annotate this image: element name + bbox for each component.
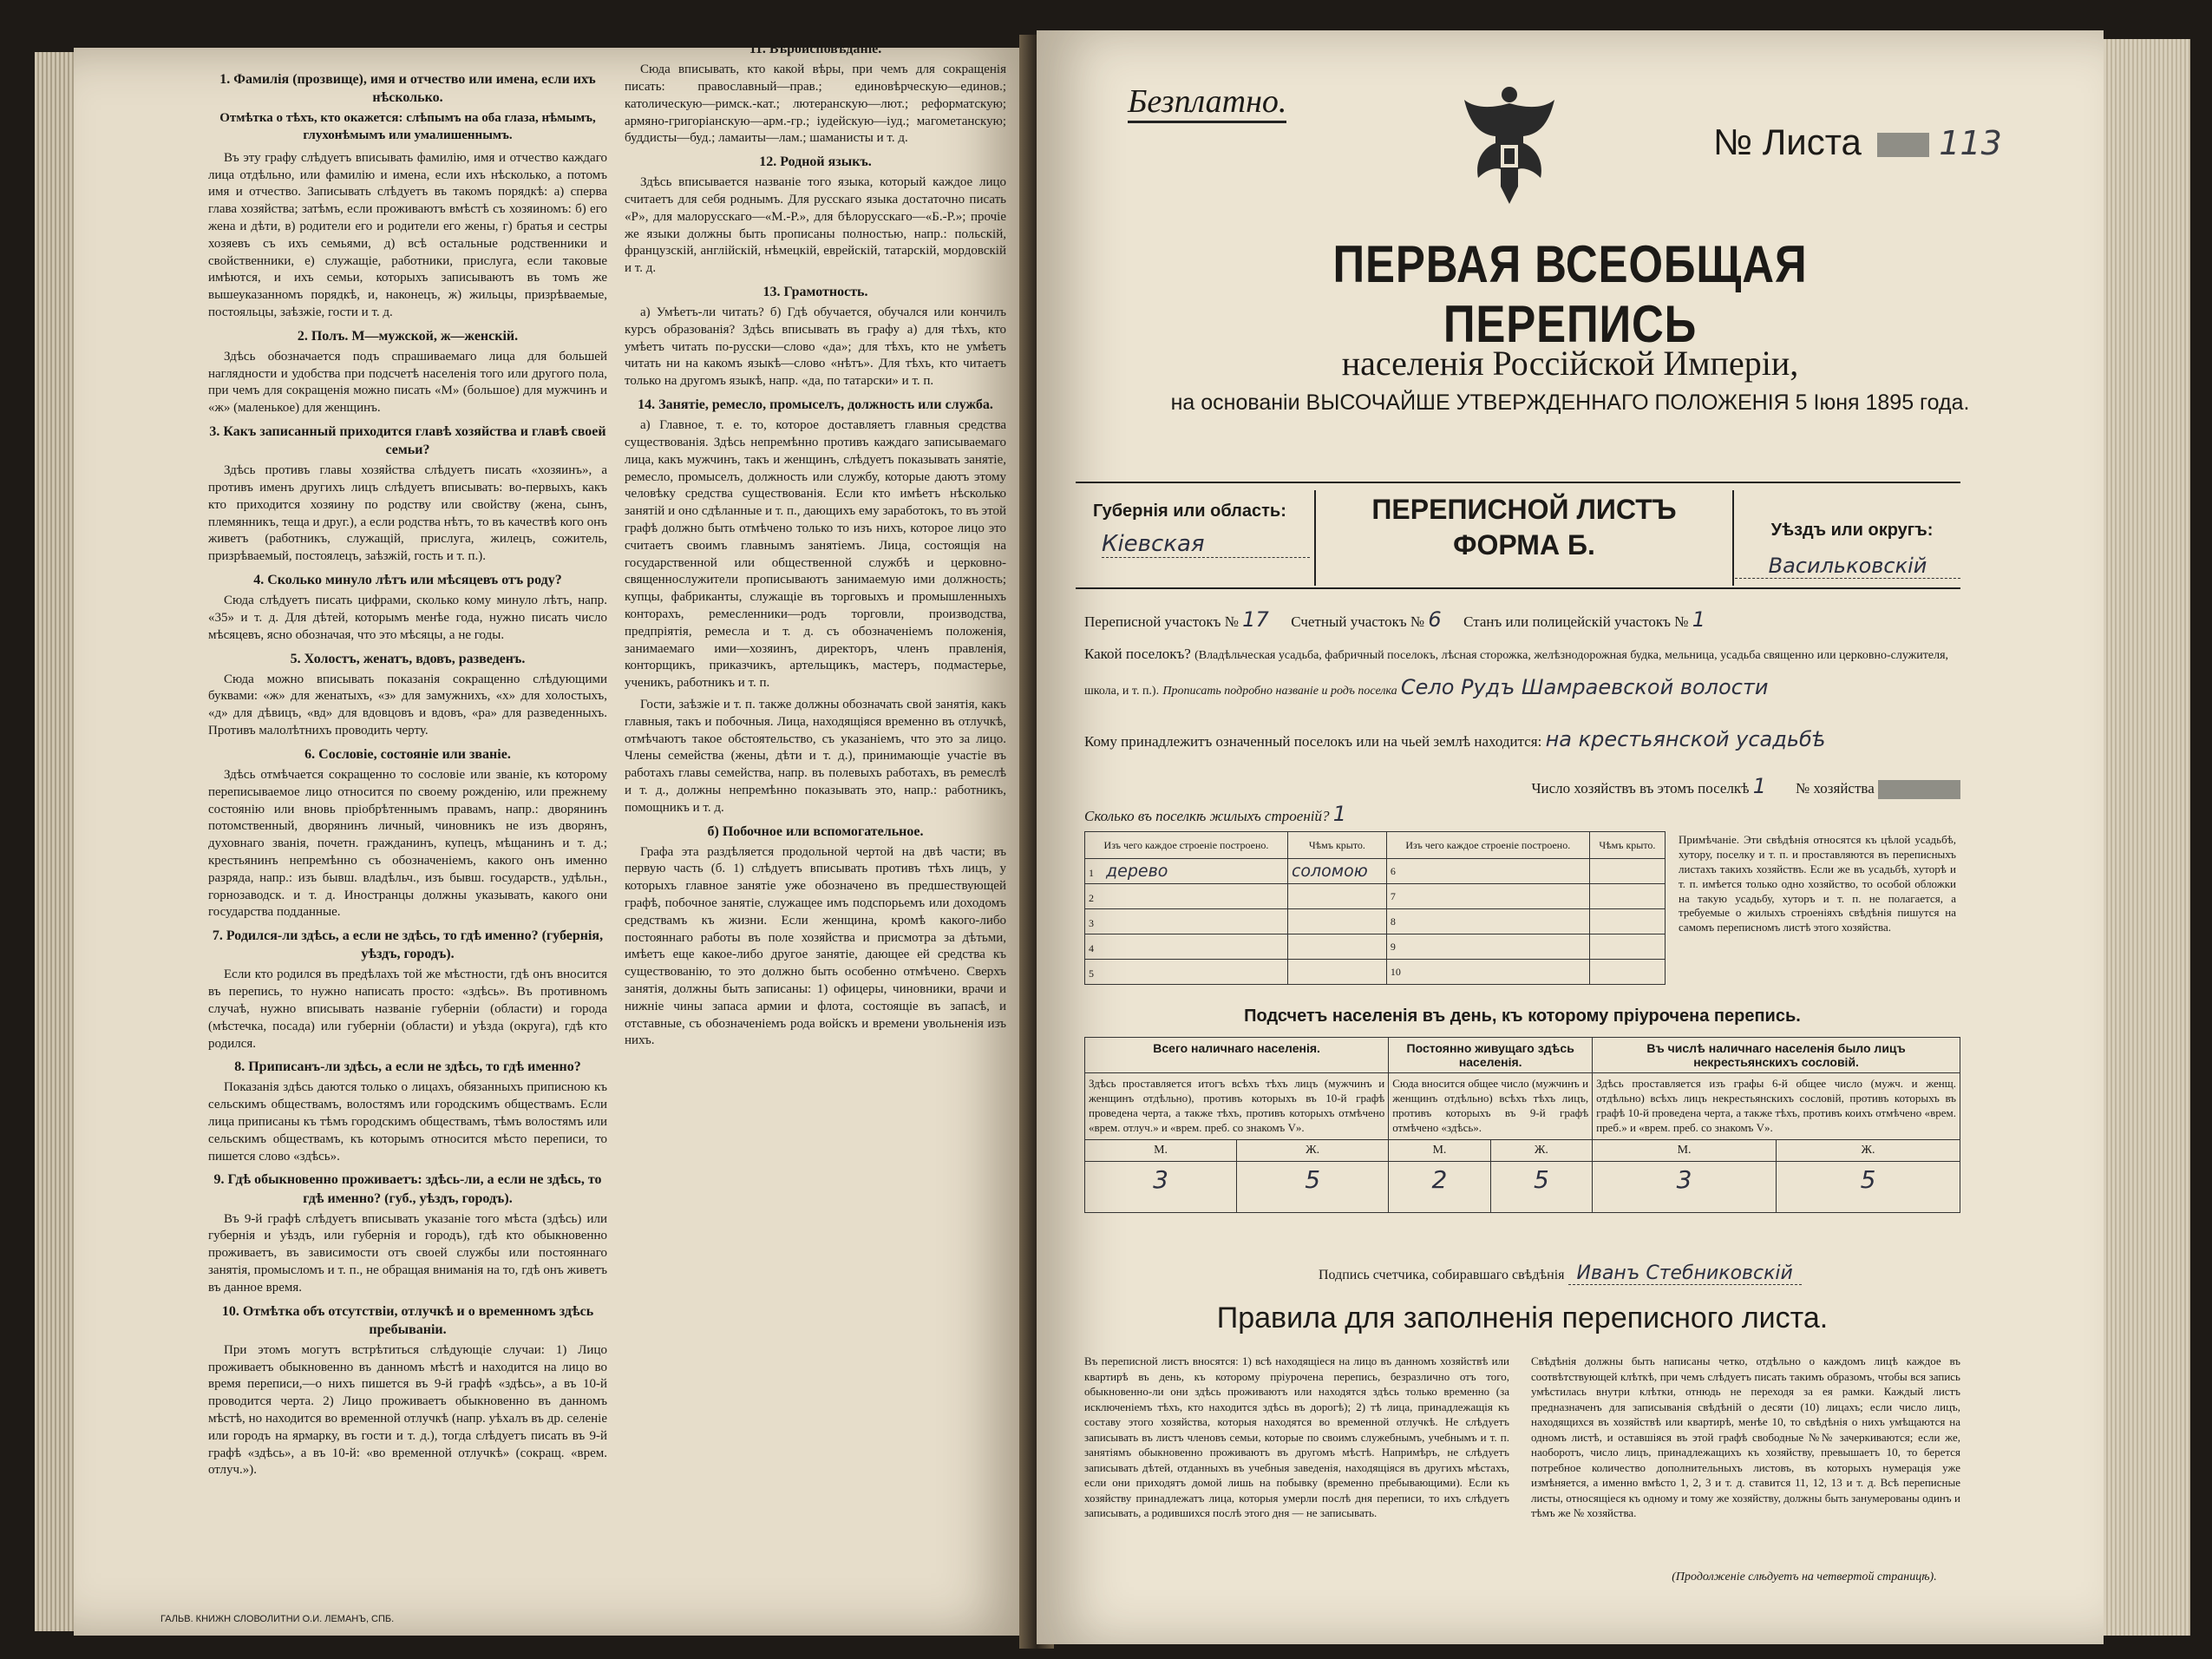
uezd-label: Уѣздъ или округъ:	[1770, 521, 1934, 540]
sheet-title: ПЕРЕПИСНОЙ ЛИСТЪ	[1371, 494, 1677, 525]
tally-values-row	[1085, 1161, 1960, 1212]
section-text: Если кто родился въ предѣлахъ той же мѣстности, гдѣ онъ вносится въ перепись, то нужно написать просто: «здѣсь». Въ противномъ случаѣ, нужно вписывать названіе губерніи (области) и города (мѣстечка, посада) или губерніи (области) и уѣзда (округа), гдѣ кто родился.	[208, 967, 607, 1051]
row-number: 6	[1386, 859, 1589, 884]
roof-value	[1287, 884, 1386, 909]
buildings-table	[1084, 831, 1666, 985]
section-text: Здѣсь обозначается подъ спрашиваемаго лица для большей наглядности и удобства при подсчетѣ населенія того или другого пола, при чемъ для сокращенія можно писать «М» (большое) для мужчинъ и «ж» (маленькое) для женщинъ.	[208, 349, 607, 416]
section-heading: 5. Холостъ, женатъ, вдовъ, разведенъ.	[290, 651, 526, 666]
present-female-count: 5	[1237, 1161, 1389, 1212]
roof-value	[1287, 960, 1386, 985]
roof-header-2: Чѣмъ крыто.	[1589, 832, 1665, 859]
instructions-column-2	[625, 35, 1006, 1597]
sheet-number	[1713, 121, 2002, 163]
census-district-label: Переписной участокъ №	[1084, 613, 1239, 630]
section-heading: 8. Приписанъ-ли здѣсь, а если не здѣсь, то гдѣ именно?	[234, 1059, 581, 1075]
material-cell	[1085, 960, 1288, 985]
material-header: Изъ чего каждое строеніе построено.	[1085, 832, 1288, 859]
roof-value	[1589, 884, 1665, 909]
census-title: ПЕРВАЯ ВСЕОБЩАЯ ПЕРЕПИСЬ	[1332, 235, 1808, 353]
stan-value: 1	[1692, 607, 1705, 632]
material-cell	[1085, 934, 1288, 960]
signature-label: Подпись счетчика, собиравшаго свѣдѣнія	[1319, 1268, 1565, 1282]
present-text: Здѣсь проставляется итогъ всѣхъ тѣхъ лицъ (мужчинъ и женщинъ отдѣльно), противъ которыхъ въ 10-й графѣ проведена черта, а также тѣхъ, противъ которыхъ отмѣчено «врем. отлуч.» и «врем. преб. со знакомъ V».	[1085, 1073, 1389, 1140]
nonlocal-text: Здѣсь проставляется изъ графы 6-й общее число (мужч. и женщ. отдѣльно) всѣхъ лицъ некрестьянскихъ сословій, противъ которыхъ въ графѣ 10-й проведена черта, а также тѣхъ, противъ коихъ отмѣчено «врем. преб.» и «врем. преб. со знакомъ V».	[1593, 1073, 1960, 1140]
buildings-row	[1085, 884, 1666, 909]
households-value: 1	[1752, 774, 1766, 798]
stamp-mark	[1877, 133, 1929, 157]
permanent-text: Сюда вносится общее число (мужчинъ и женщинъ отдѣльно) всѣхъ тѣхъ лицъ, противъ которыхъ въ 9-й графѣ отмѣчено «здѣсь».	[1389, 1073, 1593, 1140]
enumerator-signature	[1319, 1262, 1802, 1284]
buildings-row	[1085, 960, 1666, 985]
material-cell	[1085, 859, 1288, 884]
row-number: 1	[1089, 867, 1094, 879]
settlement-label: Какой поселокъ?	[1084, 646, 1191, 662]
household-number-label: № хозяйства	[1795, 780, 1875, 797]
section-text: Сюда вписывать, кто какой вѣры, при чемъ для сокращенія писать: православный—прав.; единовѣрческую—единов.; католическую—римск.-кат.; лютеранскую—лют.; реформатскую; армяно-григоріанскую—арм.-гр.; іудейскую—іуд.; магометанскую; буддисты—буд.; ламаиты—лам.; шаманисты и т. д.	[625, 62, 1006, 146]
present-male-count: 3	[1085, 1161, 1237, 1212]
section-text: а) Умѣетъ-ли читать? б) Гдѣ обучается, обучался или кончилъ курсъ образованія? Здѣсь вписывать въ графу а) для тѣхъ, кто умѣетъ читать по-русски—слово «да»; для тѣхъ, кто не умѣетъ читать ни на какомъ языкѣ—слово «нѣтъ». Для тѣхъ, кто читаетъ только на другомъ языкѣ, напр. «да, по татарски» и т. п.	[625, 305, 1006, 389]
roof-value: соломою	[1287, 859, 1386, 884]
sex-male: М.	[1389, 1139, 1490, 1161]
sex-female: Ж.	[1237, 1139, 1389, 1161]
nonlocal-male-count: 3	[1593, 1161, 1777, 1212]
section-heading: 9. Гдѣ обыкновенно проживаетъ: здѣсь-ли, а если не здѣсь, то гдѣ именно? (губ., уѣздъ, городъ).	[213, 1172, 602, 1206]
roof-value	[1287, 934, 1386, 960]
section-subheading: Отмѣтка о тѣхъ, кто окажется: слѣпымъ на оба глаза, нѣмымъ, глухонѣмымъ или умалишеннымъ.	[219, 111, 596, 143]
buildings-row	[1085, 909, 1666, 934]
settlement-name-label: Прописать подробно названіе и родъ поселка	[1162, 685, 1397, 698]
population-tally-table	[1084, 1037, 1960, 1213]
roof-value	[1589, 859, 1665, 884]
section-heading: 14. Занятіе, ремесло, промыселъ, должность или служба.	[638, 397, 993, 413]
nonlocal-female-count: 5	[1777, 1161, 1960, 1212]
material-cell	[1085, 884, 1288, 909]
section-heading: 1. Фамилія (прозвище), имя и отчество или имена, если ихъ нѣсколько.	[219, 72, 596, 106]
row-number: 2	[1089, 892, 1094, 904]
census-district-value: 17	[1242, 607, 1269, 632]
section-heading: 3. Какъ записанный приходится главѣ хозяйства и главѣ своей семьи?	[209, 424, 606, 458]
section-text: Здѣсь вписывается названіе того языка, который каждое лицо считаетъ для себя роднымъ. Для русскаго языка достаточно писать «Р», для малорусскаго—«М.-Р.», для бѣлорусскаго—«Б.-Р.»; прочіе же языки должны быть прописаны полностью, напр.: польскій, французскій, англійскій, нѣмецкій, еврейскій, татарскій, мордовскій и т. д.	[625, 175, 1006, 276]
owner-label: Кому принадлежитъ означенный поселокъ или на чьей землѣ находится:	[1084, 733, 1542, 750]
section-text: Здѣсь противъ главы хозяйства слѣдуетъ писать «хозяинъ», а противъ именъ другихъ лицъ слѣдуетъ вписывать: во-первыхъ, какъ кто приходится хозяину по родству или свойству (жена, сынъ, племянникъ, теща и друг.), а если родства нѣтъ, то въ качествѣ кого онъ живетъ (работникъ, служащій, прислуга, жилецъ, сожитель, призрѣваемый, постоялецъ, заѣзжій, гость и т. п.).	[208, 463, 607, 564]
district-line	[1084, 607, 1960, 632]
section-text: а) Главное, т. е. то, которое доставляетъ главныя средства существованія. Здѣсь непремѣнно противъ каждаго записываемаго лица, какъ мужчинъ, такъ и женщинъ, слѣдуетъ показывать занятіе, ремесло, промыселъ, должность или службу, которые даютъ этому человѣку средства существованія. Если кто имѣетъ нѣсколько занятій и оно сдѣланные и т. п., дающихъ ему заработокъ, то въ этой графѣ должно быть отмѣчено только то изъ нихъ, которое лицо это считаетъ своимъ главнымъ занятіемъ. Лица, состоящія на государственной или общественной службѣ и церковно-священнослужители прописываютъ занимаемую ими должность; купцы, фабриканты, служащіе въ торговыхъ и промышленныхъ конторахъ, ремесленники—родъ торговли, производства, предпріятія, ремесла и т. д. съ обозначеніемъ положенія, занимаемаго ими—хозяинъ, директоръ, членъ правленія, конторщикъ, приказчикъ, артельщикъ, мастеръ, подмастерье, ученикъ, работникъ и т. п.	[625, 418, 1006, 691]
buildings-line	[1084, 802, 1960, 826]
settlement-value: Село Рудъ Шамраевской волости	[1400, 675, 1769, 700]
permanent-female-count: 5	[1490, 1161, 1592, 1212]
row-number: 10	[1386, 960, 1589, 985]
row-number: 4	[1089, 942, 1094, 954]
owner-value: на крестьянской усадьбѣ	[1545, 727, 1826, 751]
gubernia-label: Губернія или область:	[1093, 502, 1286, 521]
sheet-number-handwritten: 113	[1939, 124, 2002, 162]
section-heading: б) Побочное или вспомогательное.	[707, 823, 924, 839]
buildings-value: 1	[1332, 802, 1347, 826]
section-heading: 11. Вѣроисповѣданіе.	[749, 42, 882, 56]
section-text: Гости, заѣзжіе и т. п. также должны обозначать свой занятія, какъ главныя, такъ и побочныя. Лица, находящіяся временно въ отлучкѣ, отмѣчаютъ такое обстоятельство, съ указаніемъ, что это за лицо. Члены семейства (жены, дѣти и т. д.), принимающіе участіе въ работахъ главы семейства, напр. въ полевыхъ работахъ, въ ремеслѣ и т. д., должны непремѣнно показывать это, напр.: работникъ, помощникъ и т. д.	[625, 697, 1006, 815]
households-line	[1084, 774, 1960, 799]
row-number: 5	[1089, 967, 1094, 980]
permanent-header: Постоянно живущаго здѣсь населенія.	[1389, 1038, 1593, 1073]
continued-note: (Продолженіе слѣдуетъ на четвертой страницѣ).	[1672, 1570, 1937, 1584]
rules-column-2: Свѣдѣнія должны быть написаны четко, отдѣльно о каждомъ лицѣ каждое въ соотвѣтствующей клѣткѣ, при чемъ слѣдуетъ писать такимъ образомъ, чтобы вся запись умѣстилась внутри клѣтки, отнюдь не переходя за ея рамки. Каждый листъ предназначенъ для записыванія свѣдѣній о десяти (10) лицахъ; если число лицъ, находящихся въ хозяйствѣ или квартирѣ, менѣе 10, то свѣдѣнія о нихъ умѣщаются на одномъ листѣ, и оставшіяся въ этой графѣ свободные №№ зачеркиваются; если же, наоборотъ, число лицъ, принадлежащихъ къ хозяйству, превышаетъ 10, то берется потребное количество дополнительныхъ листовъ, въ которыхъ нумерація уже измѣняется, а именно вмѣсто 1, 2, 3 и т. д. ставится 11, 12, 13 и т. д. Всѣ переписные листы, относящіеся къ одному и тому же хозяйству, должны быть занумерованы одинъ и тѣмъ же № хозяйства.	[1531, 1354, 1960, 1520]
section-heading: 7. Родился-ли здѣсь, а если не здѣсь, то гдѣ именно? (губернія, уѣздъ, городъ).	[212, 928, 604, 962]
sex-male: М.	[1085, 1139, 1237, 1161]
row-number: 8	[1386, 909, 1589, 934]
section-heading: 12. Родной языкъ.	[759, 154, 872, 170]
tally-title: Подсчетъ населенія въ день, къ которому пріурочена перепись.	[1244, 1007, 1801, 1026]
section-text: Сюда слѣдуетъ писать цифрами, сколько кому минуло лѣтъ, напр. «35» и т. д. Для дѣтей, которымъ менѣе года, нужно писать число мѣсяцевъ, ясно обозначая, что это мѣсяцы, а не годы.	[208, 593, 607, 642]
tally-text-row	[1085, 1073, 1960, 1140]
section-text: Графа эта раздѣляется продольной чертой на двѣ части; въ первую часть (б. 1) слѣдуетъ вписывать противъ тѣхъ лицъ, у которыхъ главное занятіе уже обозначено въ предшествующей графѣ, побочное занятіе, служащее имъ подспорьемъ или доходомъ средствамъ къ жизни. Если женщина, кромѣ какого-либо постояннаго работы въ поле хозяйства и присмотра за дѣтьми, имѣетъ еще какое-либо другое занятіе, дающее ей средства къ существованію, то это должно быть особенно отмѣчено. Сверхъ занятія, должны быть записаны: 1) офицеры, чиновники, врачи и нижніе чины запаса армии и флота, состоящіе въ запасѣ, и отставные, съ обозначеніемъ рода войскъ и времени увольненія изъ нихъ.	[625, 844, 1006, 1048]
form-title: ФОРМА Б.	[1453, 529, 1595, 561]
counting-district-value: 6	[1428, 607, 1442, 632]
row-number: 9	[1386, 934, 1589, 960]
buildings-note: Примѣчаніе. Эти свѣдѣнія относятся къ цѣлой усадьбѣ, хутору, поселку и т. п. и проставляются въ переписныхъ листахъ такихъ хозяйствъ. Если же въ усадьбѣ, хуторѣ и т. п. имѣется только одно хозяйство, то особой обложки на такую усадьбу, хуторъ и т. п. не полагается, а требуемые о жилыхъ строеніяхъ свѣдѣнія пишутся на самомъ переписномъ листѣ этого хозяйства.	[1679, 833, 1956, 934]
buildings-table-header	[1085, 832, 1666, 859]
material-cell	[1085, 909, 1288, 934]
section-text: Въ 9-й графѣ слѣдуетъ вписывать указаніе того мѣста (здѣсь) или губернія и уѣздъ, или губернія и городъ), гдѣ кто обыкновенно проживаетъ, въ зависимости отъ своей службы или постояннаго занятія, промысломъ и т. п., не обращая вниманія на то, гдѣ онъ живетъ въ данное время.	[208, 1211, 607, 1295]
row-number: 3	[1089, 917, 1094, 929]
signature-value: Иванъ Стебниковскій	[1568, 1262, 1802, 1285]
settlement-hint: (Владѣльческая усадьба, фабричный поселокъ, лѣсная сторожка, желѣзнодорожная будка, мельница, усадьба священно или церковно-служителя, школа, и т. п.).	[1084, 649, 1949, 698]
section-text: Въ эту графу слѣдуетъ вписывать фамилію, имя и отчество каждаго лица отдѣльно, или фамилію и имена, если ихъ нѣсколько, а потомъ имя и отчество. Записывать слѣдуетъ въ такомъ порядкѣ: а) сперва глава хозяйства; затѣмъ, если проживаютъ вмѣстѣ съ хозяиномъ: б) его жена и дѣти, в) родители его и родители его жены, г) братья и сестры хозяевъ съ ихъ семьями, д) всѣ остальные родственники и свойственники, е) служащіе, работники, прислуга, если таковые имѣются, и ихъ семьи, которыхъ записываютъ въ томъ же вышеуказанномъ порядкѣ, и, наконецъ, ж) жильцы, призрѣваемые, постояльцы, заѣзжіе, гости и т. д.	[208, 150, 607, 319]
counting-district-label: Счетный участокъ №	[1291, 613, 1425, 630]
tally-header-row	[1085, 1038, 1960, 1073]
double-headed-eagle-icon	[1457, 82, 1561, 213]
buildings-label: Сколько въ поселкѣ жилыхъ строеній?	[1084, 808, 1330, 824]
row-number: 7	[1386, 884, 1589, 909]
nonlocal-header: Въ числѣ наличнаго населенія было лицъ некрестьянскихъ сословій.	[1593, 1038, 1960, 1073]
instructions-column-1	[208, 65, 607, 1610]
section-heading: 13. Грамотность.	[762, 284, 868, 299]
rules-column-1: Въ переписной листъ вносятся: 1) всѣ находящіеся на лицо въ данномъ хозяйствѣ или квартирѣ въ день, къ которому пріурочена перепись, безразлично отъ того, обыкновенно-ли они здѣсь проживаютъ или находятся здѣсь только временно (за исключеніемъ тѣхъ, кто находится здѣсь въ дорогѣ); 2) тѣ лица, принадлежащія къ составу этого хозяйства, которыя находятся во временной отлучкѣ. Не слѣдуетъ записывать въ листъ членовъ семьи, которые по своимъ служебнымъ, учебнымъ и т. п. занятіямъ обыкновенно проживаютъ въ другомъ мѣстѣ. Напримѣръ, не слѣдуетъ записывать дѣтей, отданныхъ въ учебныя заведенія, находящіяся въ другихъ мѣстахъ, если они приходятъ домой лишь на побывку (временно пребывающими). Если къ хозяйству принадлежатъ лица, которыя умерли послѣ дня переписи, то ихъ слѣдуетъ записывать, а родившихся послѣ этого дня — не записывать.	[1084, 1354, 1509, 1520]
sheet-title-box	[1314, 490, 1734, 586]
buildings-row	[1085, 859, 1666, 884]
uezd-value: Васильковскій	[1735, 554, 1960, 579]
gubernia-value: Кіевская	[1102, 531, 1310, 558]
rules-title: Правила для заполненія переписного листа.	[1216, 1302, 1829, 1334]
roof-header: Чѣмъ крыто.	[1287, 832, 1386, 859]
material-value: дерево	[1106, 862, 1168, 881]
right-page-edge	[2104, 39, 2190, 1636]
section-heading: 6. Сословіе, состояніе или званіе.	[304, 746, 511, 762]
owner-line	[1084, 727, 1960, 751]
sex-female: Ж.	[1777, 1139, 1960, 1161]
permanent-male-count: 2	[1389, 1161, 1490, 1212]
tally-sex-row	[1085, 1139, 1960, 1161]
household-number-stamp	[1878, 780, 1960, 799]
material-header-2: Изъ чего каждое строеніе построено.	[1386, 832, 1589, 859]
roof-value	[1287, 909, 1386, 934]
section-heading: 10. Отмѣтка объ отсутствіи, отлучкѣ и о временномъ здѣсь пребываніи.	[221, 1303, 594, 1337]
census-basis: на основаніи ВЫСОЧАЙШЕ УТВЕРЖДЕННАГО ПОЛОЖЕНІЯ 5 Іюня 1895 года.	[1170, 390, 1970, 415]
roof-value	[1589, 909, 1665, 934]
section-text: Показанія здѣсь даются только о лицахъ, обязанныхъ приписною къ сельскимъ обществамъ, волостямъ или городскимъ обществамъ. Если лица приписаны къ тѣмъ городскимъ обществамъ, тѣмъ волостямъ или сельскимъ обществамъ, къ которымъ относится мѣсто переписи, то пишется слово «здѣсь».	[208, 1080, 607, 1164]
section-text: Здѣсь отмѣчается сокращенно то сословіе или званіе, къ которому переписываемое лицо относится по своему рожденію, или прежнему состоянію или вновь пріобрѣтеннымъ правамъ, напр.: дворянинъ потомственный, дворянинъ личный, чиновникъ не изъ дворянъ, духовнаго званія, почетн. гражданинъ, купецъ, мѣщанинъ и т. д.; крестьянинъ непремѣнно съ обозначеніемъ, какого онъ именно разряда, напр.: изъ бывш. владѣльч., изъ бывш. государств., удѣльн., горнозаводск. и т. д. Иностранцы должны указывать, какого они государства подданные.	[208, 767, 607, 920]
section-heading: 4. Сколько минуло лѣтъ или мѣсяцевъ отъ роду?	[253, 573, 562, 588]
settlement-line	[1084, 640, 1960, 708]
printer-imprint: ГАЛЬВ. КНИЖН СЛОВОЛИТНИ О.И. ЛЕМАНЪ, СПБ.	[160, 1614, 395, 1624]
sex-female: Ж.	[1490, 1139, 1592, 1161]
roof-value	[1589, 934, 1665, 960]
stan-label: Станъ или полицейскій участокъ №	[1463, 613, 1689, 630]
section-text: Сюда можно вписывать показанія сокращенно слѣдующими буквами: «ж» для женатыхъ, «з» для замужнихъ, «х» для холостыхъ, «д» для дѣвицъ, «вд» для вдовцовъ и вдовъ, «ра» для разведенныхъ. Противъ малолѣтнихъ проводить черту.	[208, 672, 607, 738]
present-header: Всего наличнаго населенія.	[1085, 1038, 1389, 1073]
free-label: Безплатно.	[1128, 82, 1286, 123]
roof-value	[1589, 960, 1665, 985]
census-subtitle: населенія Россійской Имперіи,	[1341, 344, 1799, 383]
households-label: Число хозяйствъ въ этомъ поселкѣ	[1531, 780, 1750, 797]
sheet-number-label: № Листа	[1713, 121, 1862, 162]
section-heading: 2. Полъ. М—мужской, ж—женскій.	[297, 328, 519, 344]
page-stack-edge	[35, 52, 78, 1631]
buildings-row	[1085, 934, 1666, 960]
section-text: При этомъ могутъ встрѣтиться слѣдующіе случаи: 1) Лицо проживаетъ обыкновенно въ данномъ мѣстѣ и находится на лицо во время переписи,—о нихъ пишется въ 9-й графѣ «здѣсь», а въ 10-й проводится черта. 2) Лицо проживаетъ обыкновенно въ данномъ мѣстѣ, но находится во временной отлучкѣ (напр. уѣхалъ въ др. селеніе или городъ на ярмарку, въ гости и т. д.), тогда слѣдуетъ писать въ 9-й графѣ «здѣсь», а въ 10-й: «во временной отлучкѣ» (сокращ. «врем. отлуч.»).	[208, 1342, 607, 1478]
sex-male: М.	[1593, 1139, 1777, 1161]
